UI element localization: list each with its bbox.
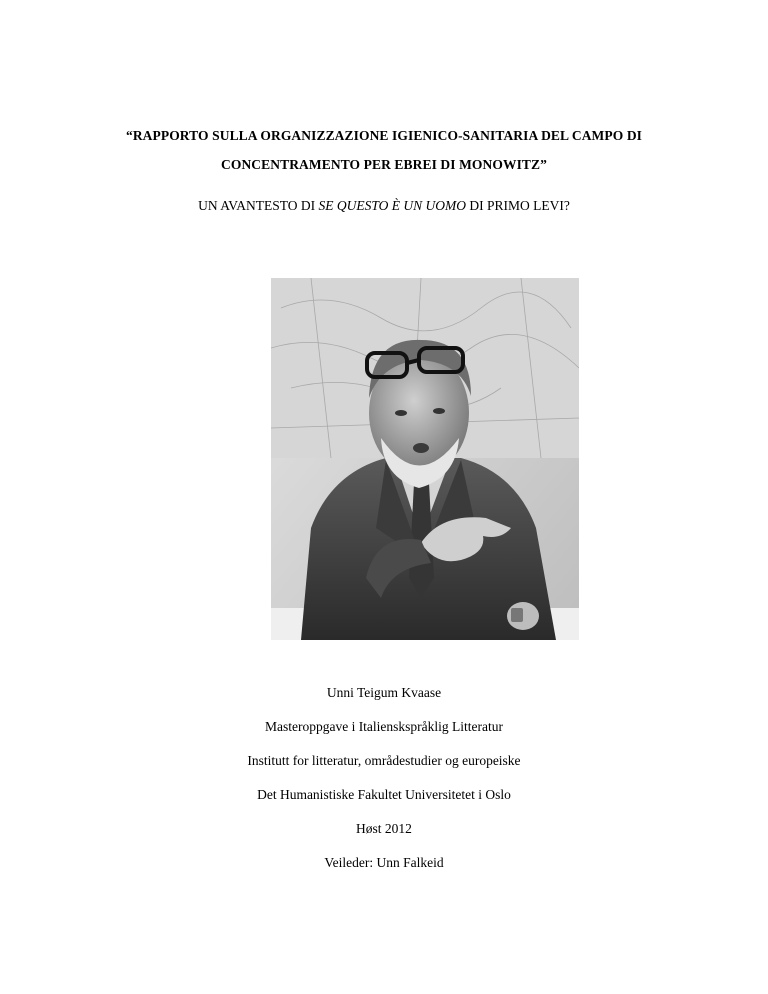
author-portrait-photo: [271, 278, 579, 640]
subtitle-book-title: SE QUESTO È UN UOMO: [318, 198, 467, 213]
thesis-type: Masteroppgave i Italienskspråklig Litteratur: [264, 719, 504, 734]
term: Høst 2012: [356, 821, 412, 836]
faculty-name: Det Humanistiske Fakultet Universitetet i Oslo: [257, 787, 511, 802]
author-name: Unni Teigum Kvaase: [326, 685, 442, 700]
subtitle-prefix: UN AVANTESTO DI: [198, 198, 319, 213]
thesis-title-line-2: CONCENTRAMENTO PER EBREI DI MONOWITZ”: [221, 157, 547, 172]
thesis-title: [0, 121, 768, 179]
institute-name: Institutt for litteratur, områdestudier og europeiske: [247, 753, 521, 768]
subtitle-suffix: DI PRIMO LEVI?: [466, 198, 570, 213]
supervisor: Veileder: Unn Falkeid: [324, 855, 444, 870]
thesis-subtitle: [0, 197, 768, 215]
thesis-credits: [0, 684, 768, 888]
thesis-title-line-1: “RAPPORTO SULLA ORGANIZZAZIONE IGIENICO-SANITARIA DEL CAMPO DI: [125, 128, 643, 143]
